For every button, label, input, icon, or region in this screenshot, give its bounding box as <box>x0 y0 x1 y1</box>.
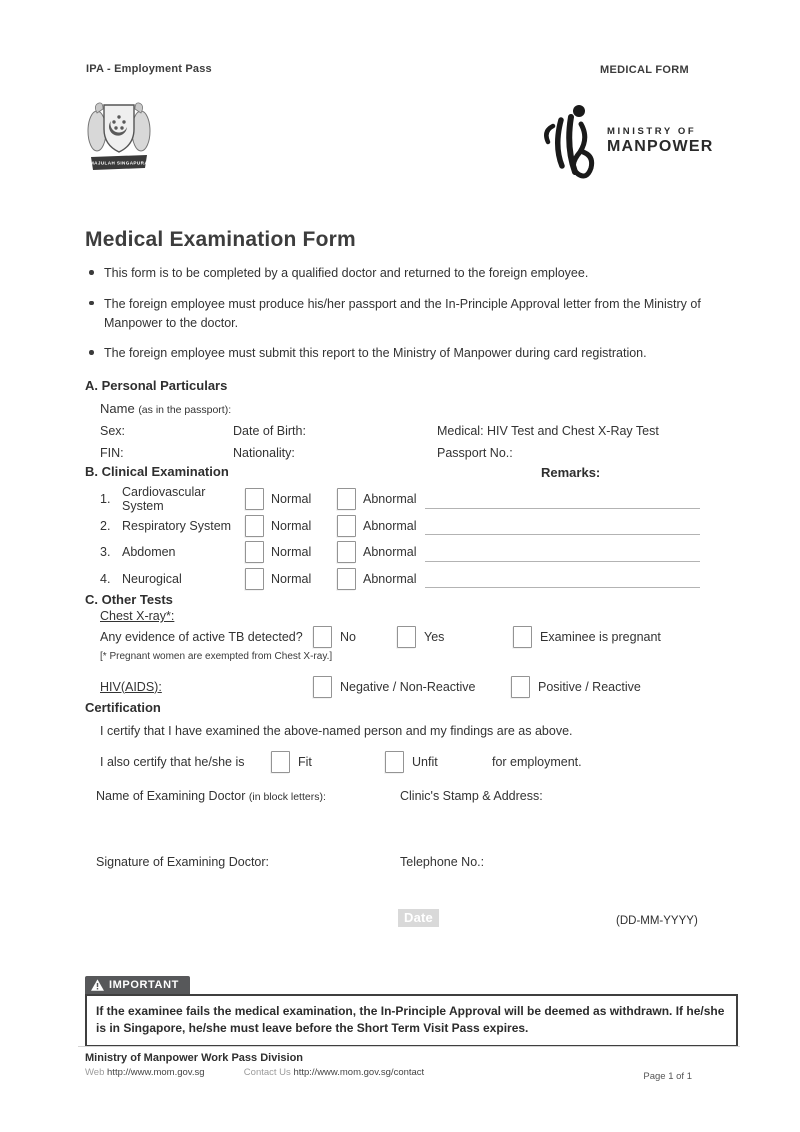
passport-field-label: Passport No.: <box>437 445 513 460</box>
nationality-field-label: Nationality: <box>233 445 295 460</box>
hiv-positive-checkbox[interactable] <box>511 676 530 698</box>
page-number: Page 1 of 1 <box>643 1071 692 1082</box>
fitness-suffix-label: for employment. <box>492 755 582 769</box>
row-number: 3. <box>100 545 111 560</box>
row-number: 4. <box>100 571 111 586</box>
hiv-label: HIV(AIDS): <box>100 679 162 694</box>
sex-field-label: Sex: <box>100 424 126 438</box>
neurogical-abnormal-checkbox[interactable] <box>337 568 356 590</box>
neurogical-remarks-line[interactable] <box>425 586 700 588</box>
pregnancy-exemption-footnote: [* Pregnant women are exempted from Chest X-ray.] <box>100 651 333 662</box>
dob-field-label: Date of Birth: <box>233 424 306 438</box>
positive-label: Positive / Reactive <box>538 679 641 694</box>
mom-logo-text <box>607 126 713 156</box>
document-type-label: IPA - Employment Pass <box>86 63 212 75</box>
hiv-row <box>100 673 700 700</box>
respiratory-remarks-line[interactable] <box>425 533 700 535</box>
singapore-coat-of-arms-logo <box>85 97 153 182</box>
hiv-label-wrap <box>100 680 313 694</box>
mom-logo-line2: MANPOWER <box>607 138 714 155</box>
unfit-label: Unfit <box>412 755 438 769</box>
doctor-name-field-label <box>96 789 326 803</box>
cardiovascular-remarks-line[interactable] <box>425 507 700 509</box>
system-label: Abdomen <box>122 545 176 560</box>
name-note: (as in the passport): <box>138 404 232 416</box>
hiv-negative-checkbox[interactable] <box>313 676 332 698</box>
abnormal-label: Abnormal <box>363 492 417 507</box>
intro-bullet: The foreign employee must produce his/her passport and the In-Principle Approval letter from the Ministry of Manpower to the doctor. <box>85 295 713 333</box>
section-a-heading: A. Personal Particulars <box>85 378 228 393</box>
web-url-link[interactable]: http://www.mom.gov.sg <box>107 1067 205 1078</box>
intro-bullet: The foreign employee must submit this report to the Ministry of Manpower during card registration. <box>85 344 713 363</box>
respiratory-normal-checkbox[interactable] <box>245 515 264 537</box>
footer-links <box>85 1067 740 1078</box>
tb-question-label: Any evidence of active TB detected? <box>100 629 303 644</box>
section-clinical-examination <box>85 464 700 592</box>
system-label: Respiratory System <box>122 518 232 533</box>
clinic-stamp-field-label: Clinic's Stamp & Address: <box>400 789 543 803</box>
signature-field-label: Signature of Examining Doctor: <box>96 855 270 869</box>
row-number: 2. <box>100 518 111 533</box>
tb-no-checkbox[interactable] <box>313 626 332 648</box>
pregnant-label: Examinee is pregnant <box>540 629 661 644</box>
footer-org-name: Ministry of Manpower Work Pass Division <box>85 1052 304 1064</box>
personal-row-1 <box>100 421 703 443</box>
unfit-checkbox[interactable] <box>385 751 404 773</box>
clinical-exam-rows <box>85 486 700 592</box>
certification-heading: Certification <box>85 700 161 715</box>
signature-row <box>85 855 725 875</box>
chest-xray-label: Chest X-ray*: <box>100 609 175 623</box>
respiratory-abnormal-checkbox[interactable] <box>337 515 356 537</box>
neurogical-normal-checkbox[interactable] <box>245 568 264 590</box>
section-b-heading: B. Clinical Examination <box>85 464 229 479</box>
normal-label: Normal <box>271 518 312 533</box>
date-row <box>85 906 725 932</box>
mom-figure-icon <box>541 102 599 180</box>
abnormal-label: Abnormal <box>363 518 417 533</box>
row-neurogical <box>85 566 700 593</box>
abnormal-label: Abnormal <box>363 571 417 586</box>
intro-bullet: This form is to be completed by a qualified doctor and returned to the foreign employee. <box>85 264 713 283</box>
contact-label: Contact Us <box>243 1067 291 1078</box>
no-label: No <box>340 629 356 644</box>
name-label: Name <box>100 401 135 416</box>
fin-field-label: FIN: <box>100 445 124 460</box>
tb-yes-checkbox[interactable] <box>397 626 416 648</box>
section-other-tests <box>85 592 700 700</box>
remarks-column-header: Remarks: <box>541 465 601 480</box>
row-abdomen <box>85 539 700 566</box>
normal-label: Normal <box>271 571 312 586</box>
doctor-name-row <box>85 789 725 809</box>
intro-bullet-list <box>85 264 713 375</box>
pregnant-checkbox[interactable] <box>513 626 532 648</box>
certification-statement: I certify that I have examined the above-named person and my findings are as above. <box>100 724 573 738</box>
section-certification <box>85 700 703 775</box>
telephone-field-label: Telephone No.: <box>400 855 485 869</box>
tb-question-row <box>100 623 700 650</box>
section-c-heading: C. Other Tests <box>85 592 173 607</box>
cardiovascular-normal-checkbox[interactable] <box>245 488 264 510</box>
system-label: Cardiovascular System <box>122 485 206 514</box>
warning-triangle-icon <box>91 979 104 991</box>
normal-label: Normal <box>271 492 312 507</box>
fitness-prefix-label: I also certify that he/she is <box>100 755 245 769</box>
cardiovascular-abnormal-checkbox[interactable] <box>337 488 356 510</box>
normal-label: Normal <box>271 545 312 560</box>
fitness-row <box>100 749 703 775</box>
contact-url-link[interactable]: http://www.mom.gov.sg/contact <box>293 1067 425 1078</box>
fit-label: Fit <box>298 755 312 769</box>
form-type-label: MEDICAL FORM <box>600 64 689 76</box>
negative-label: Negative / Non-Reactive <box>340 679 476 694</box>
name-field-label <box>100 398 703 421</box>
fit-checkbox[interactable] <box>271 751 290 773</box>
yes-label: Yes <box>424 629 445 644</box>
abdomen-normal-checkbox[interactable] <box>245 541 264 563</box>
abnormal-label: Abnormal <box>363 545 417 560</box>
system-label: Neurogical <box>122 571 182 586</box>
page-footer <box>78 1046 740 1092</box>
row-number: 1. <box>100 492 111 507</box>
abdomen-abnormal-checkbox[interactable] <box>337 541 356 563</box>
web-label: Web <box>85 1067 105 1078</box>
crest-banner-text: MAJULAH SINGAPURA <box>89 160 149 166</box>
row-cardiovascular <box>85 486 700 513</box>
mom-logo-line1: MINISTRY OF <box>607 126 697 137</box>
personal-row-2 <box>100 443 703 465</box>
important-tab <box>85 976 190 994</box>
abdomen-remarks-line[interactable] <box>425 560 700 562</box>
date-field-badge[interactable]: Date <box>398 909 439 927</box>
important-tab-label: IMPORTANT <box>109 979 179 991</box>
medical-tests-label: Medical: HIV Test and Chest X-Ray Test <box>437 424 659 438</box>
section-personal-particulars <box>85 378 703 464</box>
row-respiratory <box>85 513 700 540</box>
important-notice-box: If the examinee fails the medical examination, the In-Principle Approval will be deemed as withdrawn. If he/she is in Singapore, he/she must leave before the Short Term Visit Pass expires. <box>85 994 738 1047</box>
coat-of-arms-icon <box>85 97 153 177</box>
doctor-name-note: (in block letters): <box>248 791 326 803</box>
date-format-hint: (DD-MM-YYYY) <box>616 915 698 927</box>
doctor-name-label: Name of Examining Doctor <box>96 789 246 803</box>
page-title: Medical Examination Form <box>85 228 356 251</box>
ministry-of-manpower-logo <box>541 102 713 180</box>
